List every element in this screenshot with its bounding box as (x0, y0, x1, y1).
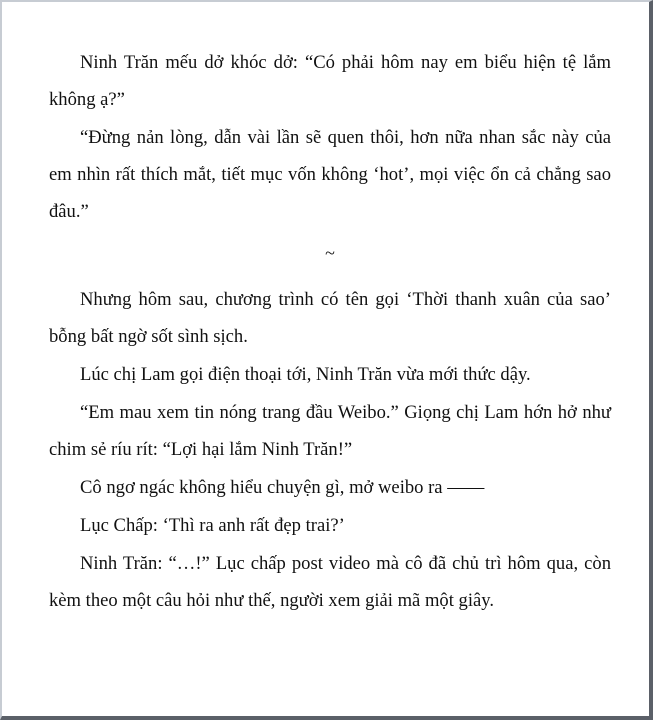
paragraph: Lúc chị Lam gọi điện thoại tới, Ninh Trăn vừa mới thức dậy. (80, 364, 531, 385)
section-separator: ~ (325, 243, 335, 263)
paragraph: Ninh Trăn: “…!” Lục chấp post video mà cô đã chủ trì hôm qua, còn kèm theo một câu hỏi như thế, người xem giải mã một giây. (49, 553, 611, 611)
paragraph: “Đừng nản lòng, dẫn vài lần sẽ quen thôi, hơn nữa nhan sắc này của em nhìn rất thích mắt, tiết mục vốn không ‘hot’, mọi việc ổn cả chẳng sao đâu.” (49, 127, 611, 222)
paragraph: Ninh Trăn mếu dở khóc dở: “Có phải hôm nay em biểu hiện tệ lắm không ạ?” (49, 52, 611, 110)
paragraph: Lục Chấp: ‘Thì ra anh rất đẹp trai?’ (80, 515, 345, 536)
document-body (49, 44, 611, 619)
paragraph: Nhưng hôm sau, chương trình có tên gọi ‘Thời thanh xuân của sao’ bỗng bất ngờ sốt sình sịch. (49, 289, 611, 347)
paragraph: “Em mau xem tin nóng trang đầu Weibo.” Giọng chị Lam hớn hở như chim sẻ ríu rít: “Lợi hại lắm Ninh Trăn!” (49, 402, 611, 460)
paragraph: Cô ngơ ngác không hiểu chuyện gì, mở weibo ra —— (80, 477, 485, 498)
